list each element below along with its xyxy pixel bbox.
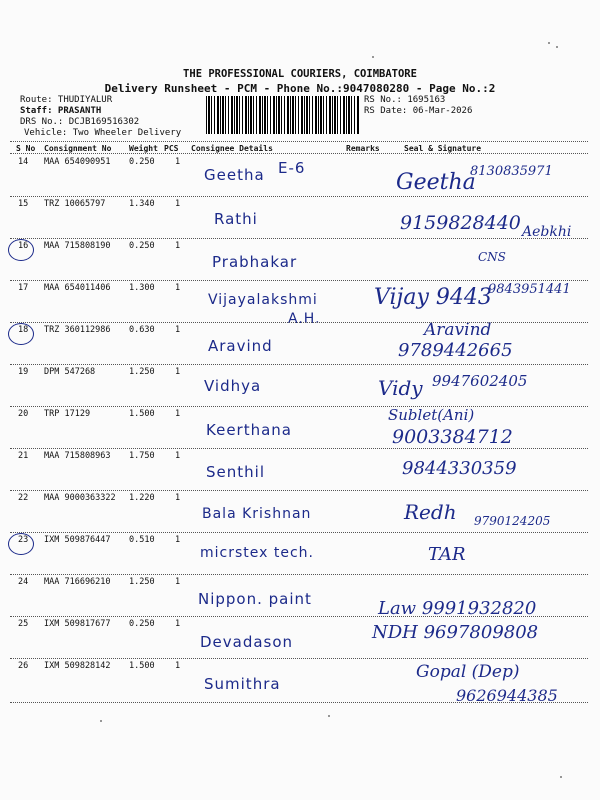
- row-sno: 23: [18, 535, 29, 545]
- rs-date: RS Date: 06-Mar-2026: [364, 106, 473, 116]
- row-consignee-name: Aravind: [208, 337, 273, 355]
- row-consignment: TRZ 360112986: [44, 325, 111, 335]
- row-sno: 18: [18, 325, 29, 335]
- row-signature-phone: 8130835971: [470, 164, 553, 179]
- row-pcs: 1: [175, 409, 181, 419]
- col-pcs: PCS: [164, 144, 179, 153]
- row-weight: 1.500: [129, 661, 155, 671]
- row-consignee-name: Bala Krishnan: [202, 506, 312, 522]
- row-signature: Aravind: [424, 320, 492, 340]
- row-consignee-name: Vidhya: [204, 377, 262, 395]
- vehicle-label: Vehicle: Two Wheeler Delivery: [24, 128, 182, 138]
- staff-label: Staff: PRASANTH: [20, 106, 102, 116]
- col-sno: S No: [16, 144, 36, 153]
- row-pcs: 1: [175, 493, 181, 503]
- barcode-image: [206, 96, 360, 134]
- row-signature-name: Aebkhi: [522, 224, 572, 240]
- row-weight: 0.250: [129, 241, 155, 251]
- row-weight: 0.250: [129, 619, 155, 629]
- route-label: Route: THUDIYALUR: [20, 95, 113, 105]
- row-signature: Redh: [404, 500, 457, 524]
- row-signature: Vijay 9443: [374, 285, 492, 310]
- scan-speck: [100, 720, 102, 722]
- row-weight: 0.630: [129, 325, 155, 335]
- row-divider: [10, 490, 588, 491]
- row-divider: [10, 532, 588, 533]
- row-sno: 26: [18, 661, 29, 671]
- header-top-rule: [10, 141, 588, 142]
- row-consignee-extra: A.H.: [288, 311, 321, 327]
- row-pcs: 1: [175, 157, 181, 167]
- row-sno: 14: [18, 157, 29, 167]
- row-sno: 22: [18, 493, 29, 503]
- row-signature: Geetha: [396, 170, 476, 195]
- row-consignment: DPM 547268: [44, 367, 96, 377]
- col-seal-signature: Seal & Signature: [404, 144, 482, 153]
- row-signature-phone: 9003384712: [392, 426, 513, 448]
- header-bottom-rule: [10, 153, 588, 154]
- row-pcs: 1: [175, 241, 181, 251]
- row-divider: [10, 448, 588, 449]
- row-divider: [10, 238, 588, 239]
- row-consignment: IXM 509817677: [44, 619, 111, 629]
- row-pcs: 1: [175, 367, 181, 377]
- rs-number: RS No.: 1695163: [364, 95, 446, 105]
- scan-speck: [556, 46, 558, 48]
- row-divider: [10, 280, 588, 281]
- row-weight: 1.300: [129, 283, 155, 293]
- row-weight: 0.510: [129, 535, 155, 545]
- row-sno: 15: [18, 199, 29, 209]
- row-weight: 1.250: [129, 367, 155, 377]
- row-consignment: TRP 17129: [44, 409, 91, 419]
- row-consignee-name: Vijayalakshmi: [208, 292, 318, 308]
- row-divider: [10, 196, 588, 197]
- col-consignee: Consignee Details: [191, 144, 273, 153]
- drs-number: DRS No.: DCJB169516302: [20, 117, 140, 127]
- row-sno: 25: [18, 619, 29, 629]
- row-divider: [10, 616, 588, 617]
- row-divider: [10, 322, 588, 323]
- row-signature-phone: 9843951441: [488, 282, 571, 297]
- col-consignment: Consignment No: [44, 144, 112, 153]
- row-weight: 1.340: [129, 199, 155, 209]
- row-signature-phone: 9789442665: [398, 340, 513, 361]
- row-consignee-extra: E-6: [278, 159, 306, 177]
- row-consignment: MAA 654090951: [44, 157, 111, 167]
- row-signature: Vidy: [378, 376, 423, 400]
- row-pcs: 1: [175, 535, 181, 545]
- row-signature: 9844330359: [402, 458, 517, 479]
- runsheet-title: Delivery Runsheet - PCM - Phone No.:9047080280 - Page No.:2: [104, 82, 496, 95]
- col-weight: Weight: [129, 144, 158, 153]
- row-consignment: MAA 715808190: [44, 241, 111, 251]
- row-consignee-name: Sumithra: [204, 675, 281, 693]
- row-sno: 21: [18, 451, 29, 461]
- row-pcs: 1: [175, 619, 181, 629]
- scan-speck: [328, 715, 330, 717]
- row-signature: CNS: [478, 250, 506, 264]
- row-pcs: 1: [175, 577, 181, 587]
- row-divider: [10, 364, 588, 365]
- row-divider: [10, 406, 588, 407]
- row-signature: NDH 9697809808: [372, 622, 539, 643]
- row-weight: 1.500: [129, 409, 155, 419]
- row-consignee-name: Keerthana: [206, 421, 292, 439]
- row-consignment: TRZ 10065797: [44, 199, 106, 209]
- row-pcs: 1: [175, 199, 181, 209]
- row-consignee-name: Nippon. paint: [198, 590, 312, 608]
- row-sno: 19: [18, 367, 29, 377]
- row-consignee-name: Devadason: [200, 633, 294, 651]
- scan-speck: [548, 42, 550, 44]
- row-signature-phone: 9947602405: [432, 372, 528, 390]
- table-bottom-rule: [10, 702, 588, 703]
- row-consignee-name: Geetha: [204, 166, 265, 184]
- row-consignee-name: Senthil: [206, 463, 265, 481]
- row-consignment: MAA 715808963: [44, 451, 111, 461]
- row-weight: 0.250: [129, 157, 155, 167]
- row-pcs: 1: [175, 451, 181, 461]
- row-sno: 16: [18, 241, 29, 251]
- row-consignment: MAA 654011406: [44, 283, 111, 293]
- row-consignee-name: Rathi: [214, 210, 258, 228]
- row-signature-phone: 9790124205: [474, 514, 551, 528]
- row-divider: [10, 658, 588, 659]
- row-signature: Law 9991932820: [378, 598, 537, 619]
- row-consignment: IXM 509876447: [44, 535, 111, 545]
- row-pcs: 1: [175, 325, 181, 335]
- col-remarks: Remarks: [346, 144, 380, 153]
- company-name: THE PROFESSIONAL COURIERS, COIMBATORE: [183, 68, 417, 80]
- row-weight: 1.250: [129, 577, 155, 587]
- row-signature: Sublet(Ani): [388, 406, 475, 424]
- scan-speck: [372, 56, 374, 58]
- row-consignment: IXM 509828142: [44, 661, 111, 671]
- row-signature-phone: 9626944385: [456, 686, 558, 705]
- row-sno: 17: [18, 283, 29, 293]
- row-pcs: 1: [175, 661, 181, 671]
- scan-speck: [560, 776, 562, 778]
- row-pcs: 1: [175, 283, 181, 293]
- row-sno: 24: [18, 577, 29, 587]
- row-signature: 9159828440: [400, 212, 521, 234]
- row-signature: Gopal (Dep): [416, 662, 520, 682]
- row-signature: TAR: [428, 544, 466, 565]
- row-consignment: MAA 716696210: [44, 577, 111, 587]
- row-divider: [10, 574, 588, 575]
- row-weight: 1.220: [129, 493, 155, 503]
- row-sno: 20: [18, 409, 29, 419]
- row-weight: 1.750: [129, 451, 155, 461]
- row-consignee-name: micrstex tech.: [200, 545, 314, 561]
- row-consignee-name: Prabhakar: [212, 253, 298, 271]
- row-consignment: MAA 9000363322: [44, 493, 116, 503]
